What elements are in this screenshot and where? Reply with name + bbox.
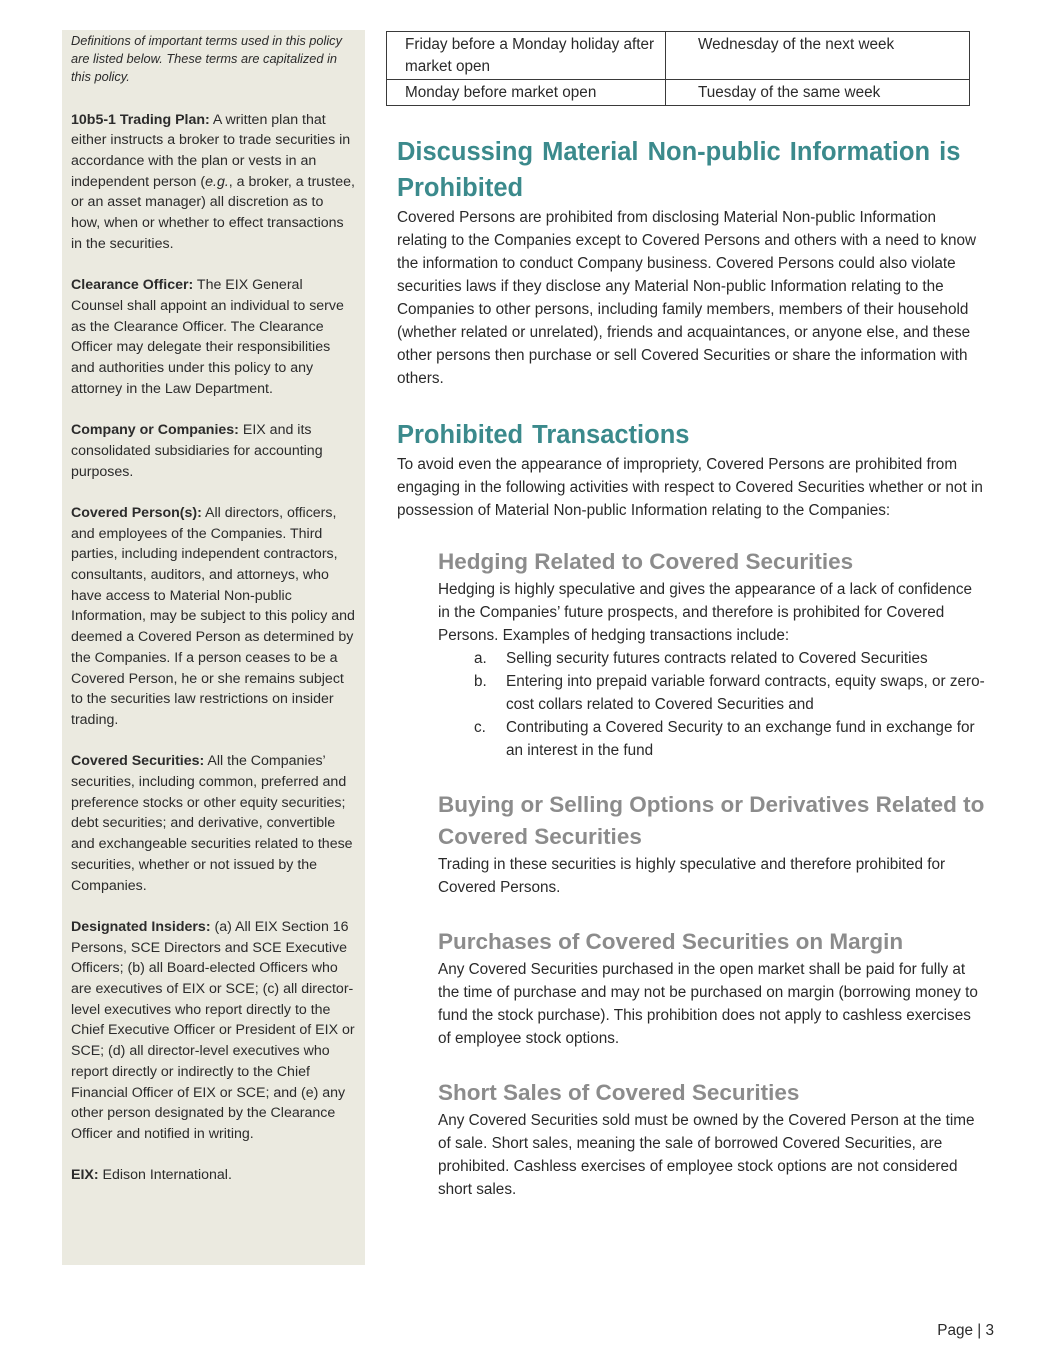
definition-term: 10b5-1 Trading Plan: [71, 111, 210, 128]
list-item: b. Entering into prepaid variable forward contracts, equity swaps, or zero-cost collars related to Covered Securities and [474, 673, 985, 713]
definition-eix: EIX: Edison International. [71, 1167, 232, 1184]
definition-designated-insiders: Designated Insiders: (a) All EIX Section 16 Persons, SCE Directors and SCE Executive Officers; (b) all Board-elected Officers who are executives of EIX or SCE; (c) all director-level executives who report directly to the Chief Executive Officer or President of EIX or SCE; (d) all director-level executives who report directly or indirectly to the Chief Financial Officer of EIX or SCE; and (e) any other person designated by the Clearance Officer and notified in writing. [71, 918, 355, 1142]
definition-term: Company or Companies: [71, 422, 239, 439]
subsection-heading: Short Sales of Covered Securities [438, 1080, 800, 1105]
definition-term: Covered Securities: [71, 753, 205, 770]
subsection-body: Hedging is highly speculative and gives the appearance of a lack of confidence in the Companies’ future prospects, and therefore is prohibited for Covered Persons. Examples of hedging transactions include: [438, 581, 973, 644]
list-item: c. Contributing a Covered Security to an exchange fund in exchange for an interest in the fund [474, 719, 975, 759]
definition-covered-persons: Covered Person(s): All directors, officers, and employees of the Companies. Third parties, including independent contractors, consultants, auditors, and attorneys, who have access to Material Non-public Information, may be subject to this policy and deemed a Covered Person as determined by the Companies. If a person ceases to be a Covered Person, he or she remains subject to the securities law restrictions on insider trading. [71, 504, 355, 728]
definition-term: Designated Insiders: [71, 918, 211, 935]
table-cell: Monday before market open [387, 80, 666, 106]
subsection-body: Trading in these securities is highly speculative and therefore prohibited for Covered Persons. [438, 856, 946, 896]
page-number: Page | 3 [937, 1322, 994, 1339]
short-sales-subsection [438, 1077, 987, 1201]
definition-covered-securities: Covered Securities: All the Companies’ securities, including common, preferred and preference stocks or other equity securities; debt securities; and derivative, convertible and exchangeable securities related to these securities, whether or not issued by the Companies. [71, 753, 353, 894]
discussing-section [397, 134, 987, 390]
table-cell: Friday before a Monday holiday after market open [387, 32, 666, 80]
hedging-examples-list [438, 647, 987, 762]
subsection-body: Any Covered Securities sold must be owned by the Covered Person at the time of sale. Short sales, meaning the sale of borrowed Covered Securities, are prohibited. Cashless exercises of employee stock options are not considered short sales. [438, 1112, 975, 1198]
hedging-subsection [438, 546, 987, 762]
definition-term: Clearance Officer: [71, 277, 194, 294]
table-cell: Wednesday of the next week [666, 32, 970, 80]
subsection-body: Any Covered Securities purchased in the open market shall be paid for fully at the time of purchase and may not be purchased on margin (borrowing money to fund the stock purchase). This prohibition does not apply to cashless exercises of employee stock options. [438, 961, 978, 1047]
definitions-sidebar [62, 30, 365, 1265]
list-item: a. Selling security futures contracts related to Covered Securities [474, 650, 928, 667]
section-body: Covered Persons are prohibited from disclosing Material Non-public Information relating to the Companies except to Covered Persons and others with a need to know the information to conduct Company business. Covered Persons could also violate securities laws if they disclose any Material Non-public Information relating to the Companies to other persons, including family members, members of their household (whether related or unrelated), friends and acquaintances, or anyone else, and these other persons then purchase or sell Covered Securities or share the information with others. [397, 209, 977, 387]
definition-company: Company or Companies: EIX and its consolidated subsidiaries for accounting purposes. [71, 422, 323, 480]
table-cell: Tuesday of the same week [666, 80, 970, 106]
main-content [397, 134, 987, 1228]
subsection-heading: Purchases of Covered Securities on Margin [438, 929, 904, 954]
definition-term: Covered Person(s): [71, 504, 202, 521]
section-heading: Discussing Material Non-public Information is Prohibited [397, 138, 961, 202]
trading-window-table [386, 31, 970, 106]
margin-subsection [438, 926, 987, 1050]
table-row [387, 80, 970, 106]
definition-clearance-officer: Clearance Officer: The EIX General Counsel shall appoint an individual to serve as the Clearance Officer. The Clearance Officer may delegate their responsibilities and authorities under this policy to any attorney in the Law Department. [71, 277, 344, 397]
subsection-heading: Hedging Related to Covered Securities [438, 549, 854, 574]
section-heading: Prohibited Transactions [397, 421, 690, 449]
definition-10b5-1-trading-plan: 10b5-1 Trading Plan: A written plan that either instructs a broker to trade securities in accordance with the plan or vests in an independent person (e.g., a broker, a trustee, or an asset manager) all discretion as to how, when or whether to effect transactions in the securities. [71, 111, 355, 252]
options-subsection [438, 789, 987, 899]
prohibited-transactions-section [397, 417, 987, 522]
table-row [387, 32, 970, 80]
subsection-heading: Buying or Selling Options or Derivatives Related to Covered Securities [438, 792, 985, 849]
definition-term: EIX: [71, 1167, 99, 1184]
definitions-intro: Definitions of important terms used in this policy are listed below. These terms are capitalized in this policy. [71, 33, 342, 85]
section-body: To avoid even the appearance of impropriety, Covered Persons are prohibited from engaging in the following activities with respect to Covered Securities whether or not in possession of Material Non-public Information relating to the Companies: [397, 456, 983, 519]
